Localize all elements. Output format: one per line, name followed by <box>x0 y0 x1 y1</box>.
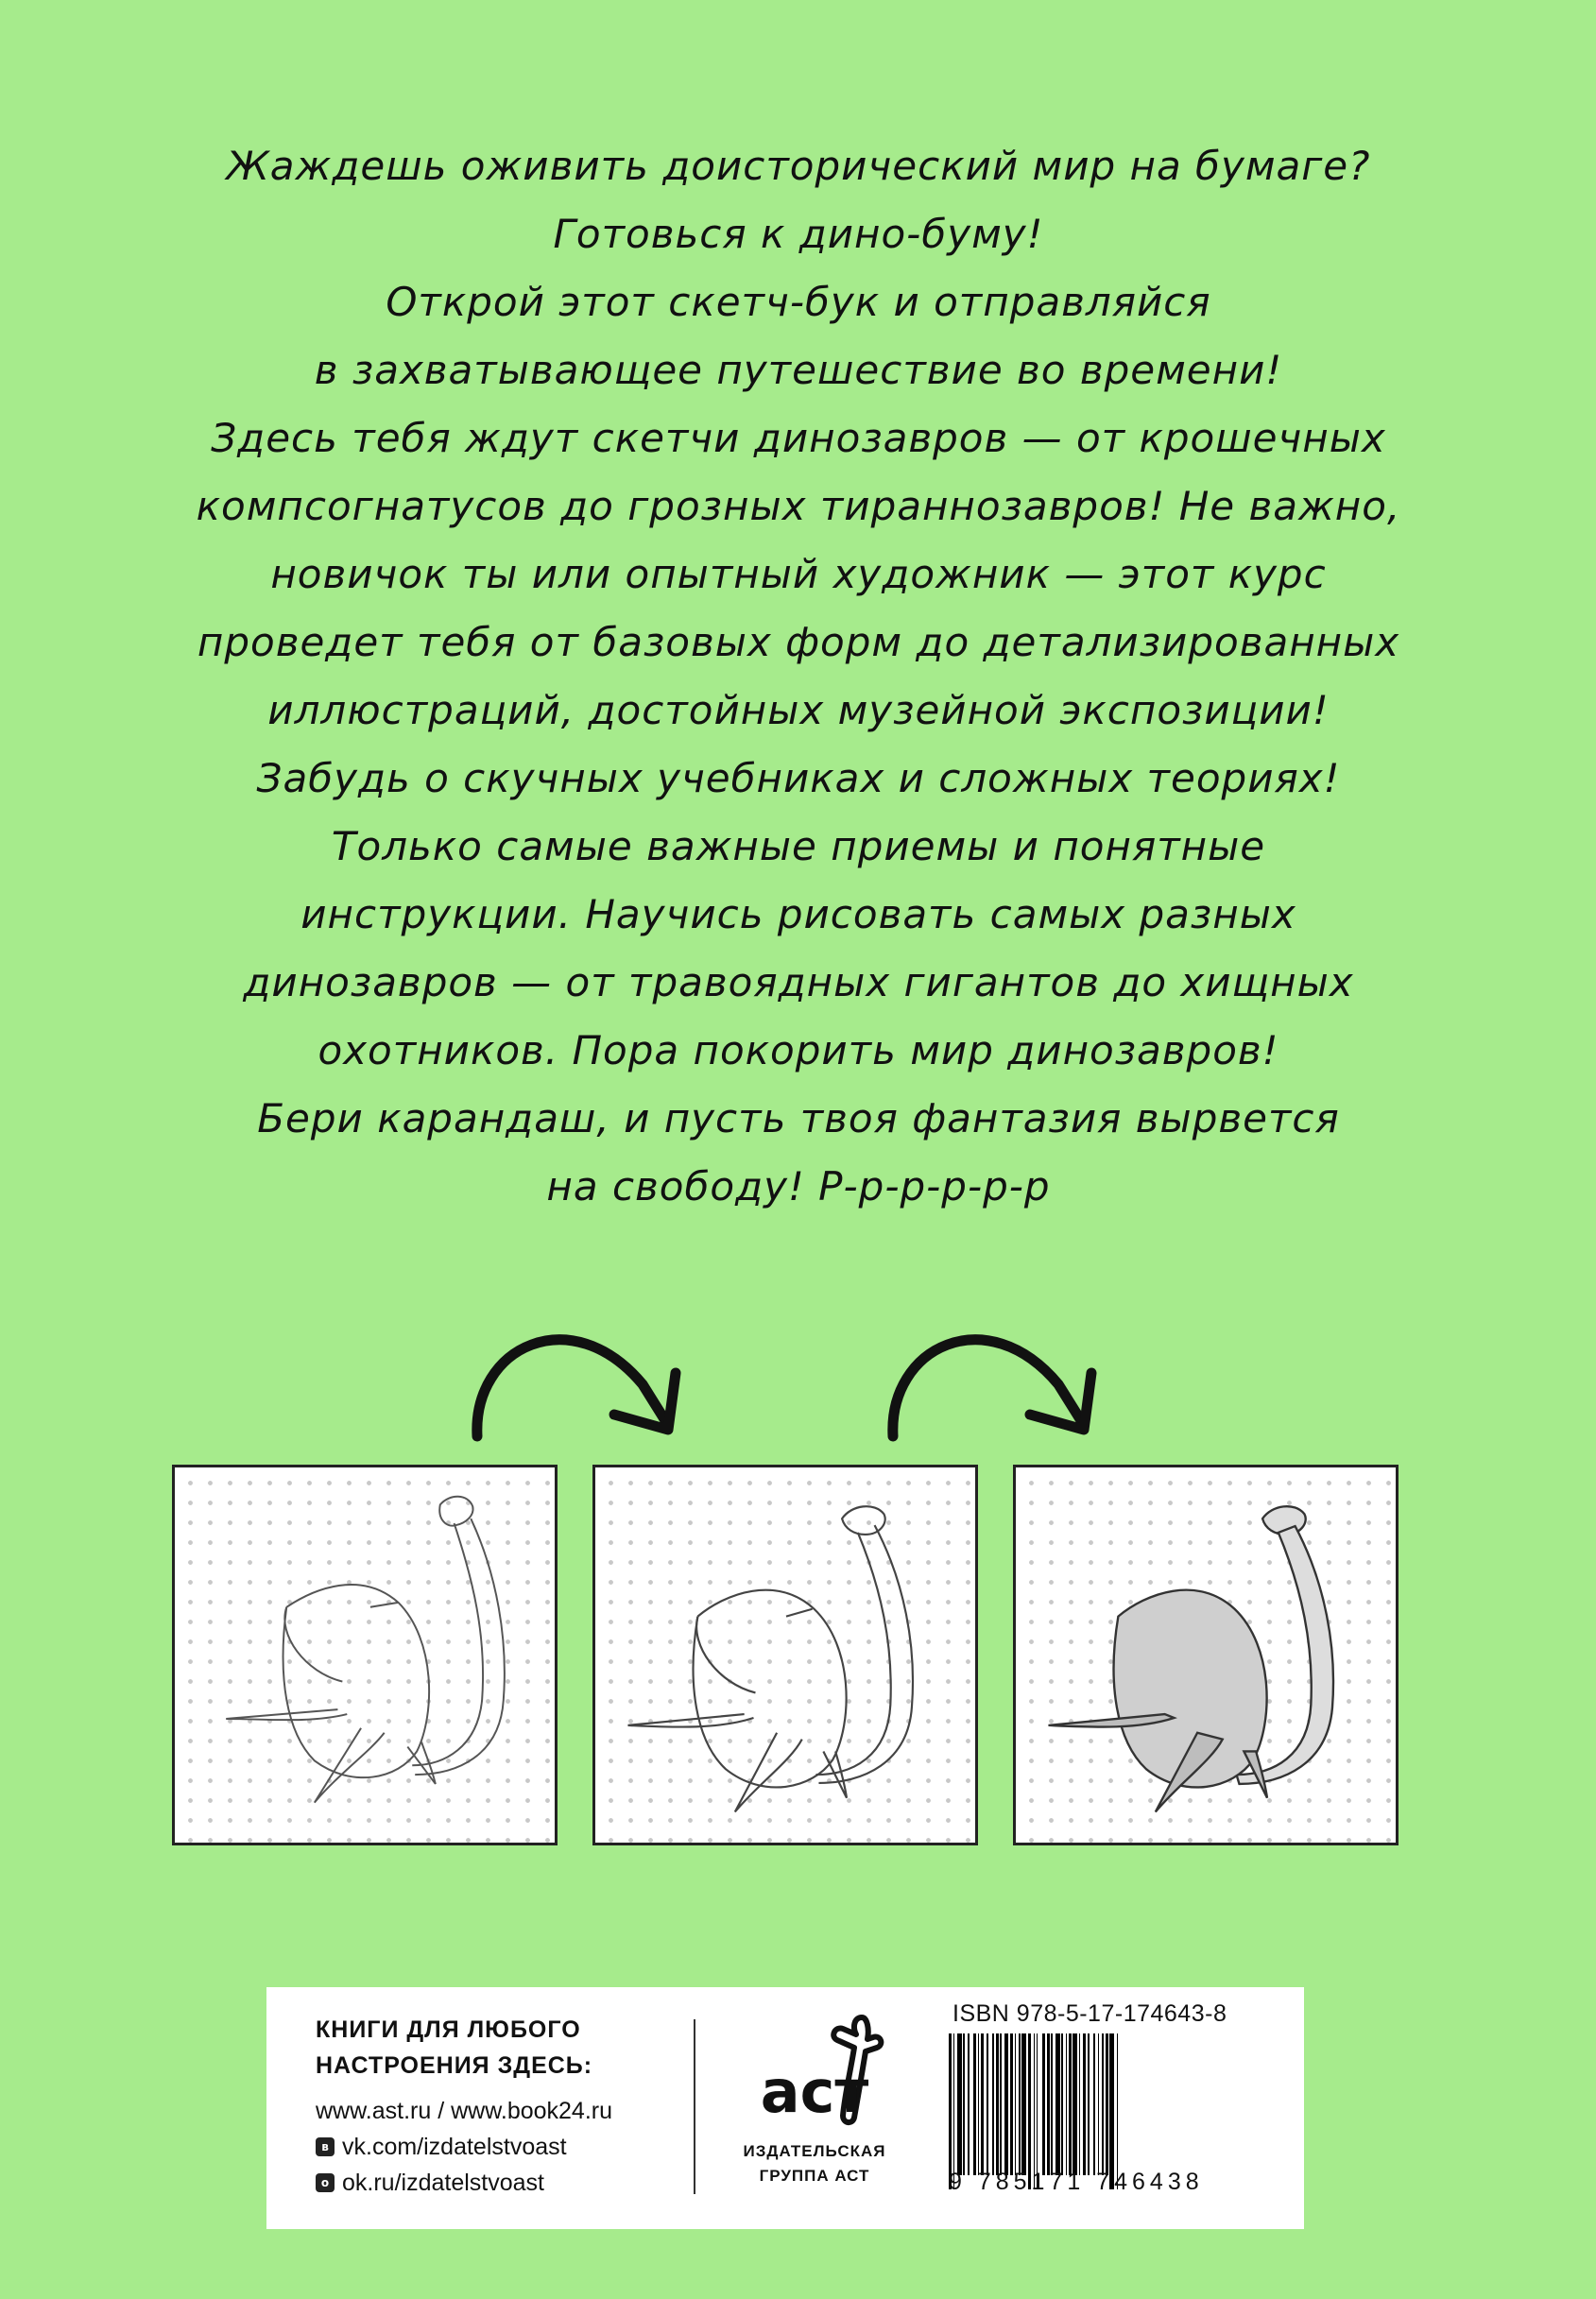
barcode-digits: 9 785171 746438 <box>949 2169 1204 2195</box>
sketch-step-2 <box>592 1465 978 1845</box>
cover-blurb <box>113 132 1484 1221</box>
blurb-line: иллюстраций, достойных музейной экспозиции! <box>267 687 1330 733</box>
arrow-icon <box>458 1309 704 1469</box>
blurb-line: Забудь о скучных учебниках и сложных теориях! <box>256 755 1341 801</box>
blurb-line: проведет тебя от базовых форм до детализированных <box>197 619 1400 665</box>
divider <box>694 2019 695 2194</box>
ok-link[interactable] <box>316 2165 612 2201</box>
blurb-line: охотников. Пора покорить мир динозавров! <box>317 1027 1279 1073</box>
plesiosaur-sketch-lined <box>595 1467 975 1843</box>
ok-text: ok.ru/izdatelstvoast <box>342 2170 544 2196</box>
blurb-line: Готовься к дино-буму! <box>553 211 1044 257</box>
publisher-logo <box>720 2008 909 2188</box>
vk-link[interactable] <box>316 2129 612 2165</box>
links-heading-line2: НАСТРОЕНИЯ ЗДЕСЬ: <box>316 2052 593 2079</box>
publisher-info-box <box>266 1987 1304 2229</box>
plesiosaur-sketch-shaded <box>1016 1467 1396 1843</box>
blurb-line: Здесь тебя ждут скетчи динозавров — от крошечных <box>211 415 1386 461</box>
ast-logo-icon <box>720 2008 909 2136</box>
blurb-line: Бери карандаш, и пусть твоя фантазия вырвется <box>257 1095 1340 1141</box>
publisher-name-line1: ИЗДАТЕЛЬСКАЯ <box>743 2142 886 2160</box>
arrow-icon <box>874 1309 1120 1469</box>
blurb-line: в захватывающее путешествие во времени! <box>314 347 1283 393</box>
ok-icon: o <box>316 2173 335 2192</box>
publisher-name-line2: ГРУППА АСТ <box>759 2167 870 2185</box>
sketch-step-1 <box>172 1465 558 1845</box>
blurb-line: новичок ты или опытный художник — этот курс <box>270 551 1327 597</box>
isbn-text: ISBN 978-5-17-174643-8 <box>952 2000 1227 2027</box>
logo-text: аст <box>760 2057 869 2126</box>
barcode-bar <box>1118 2033 1120 2175</box>
links-heading-line1: КНИГИ ДЛЯ ЛЮБОГО <box>316 2016 581 2043</box>
vk-icon: в <box>316 2137 335 2156</box>
blurb-line: инструкции. Научись рисовать самых разных <box>300 891 1296 937</box>
blurb-line: Жаждешь оживить доисторический мир на бумаге? <box>226 143 1371 189</box>
blurb-line: на свободу! Р-р-р-р-р-р <box>546 1163 1051 1210</box>
publisher-links <box>316 2012 612 2201</box>
blurb-line: компсогнатусов до грозных тираннозавров! Не важно, <box>196 483 1401 529</box>
vk-text: vk.com/izdatelstvoast <box>342 2134 567 2160</box>
plesiosaur-sketch-outline <box>175 1467 555 1843</box>
blurb-line: Открой этот скетч-бук и отправляйся <box>386 279 1211 325</box>
blurb-line: динозавров — от травоядных гигантов до хищных <box>243 959 1354 1005</box>
websites-text: www.ast.ru / www.book24.ru <box>316 2098 613 2124</box>
sketch-step-3 <box>1013 1465 1399 1845</box>
blurb-line: Только самые важные приемы и понятные <box>331 823 1266 869</box>
barcode-bars <box>949 2033 1279 2189</box>
barcode <box>949 2000 1279 2196</box>
websites-link[interactable] <box>316 2093 612 2129</box>
